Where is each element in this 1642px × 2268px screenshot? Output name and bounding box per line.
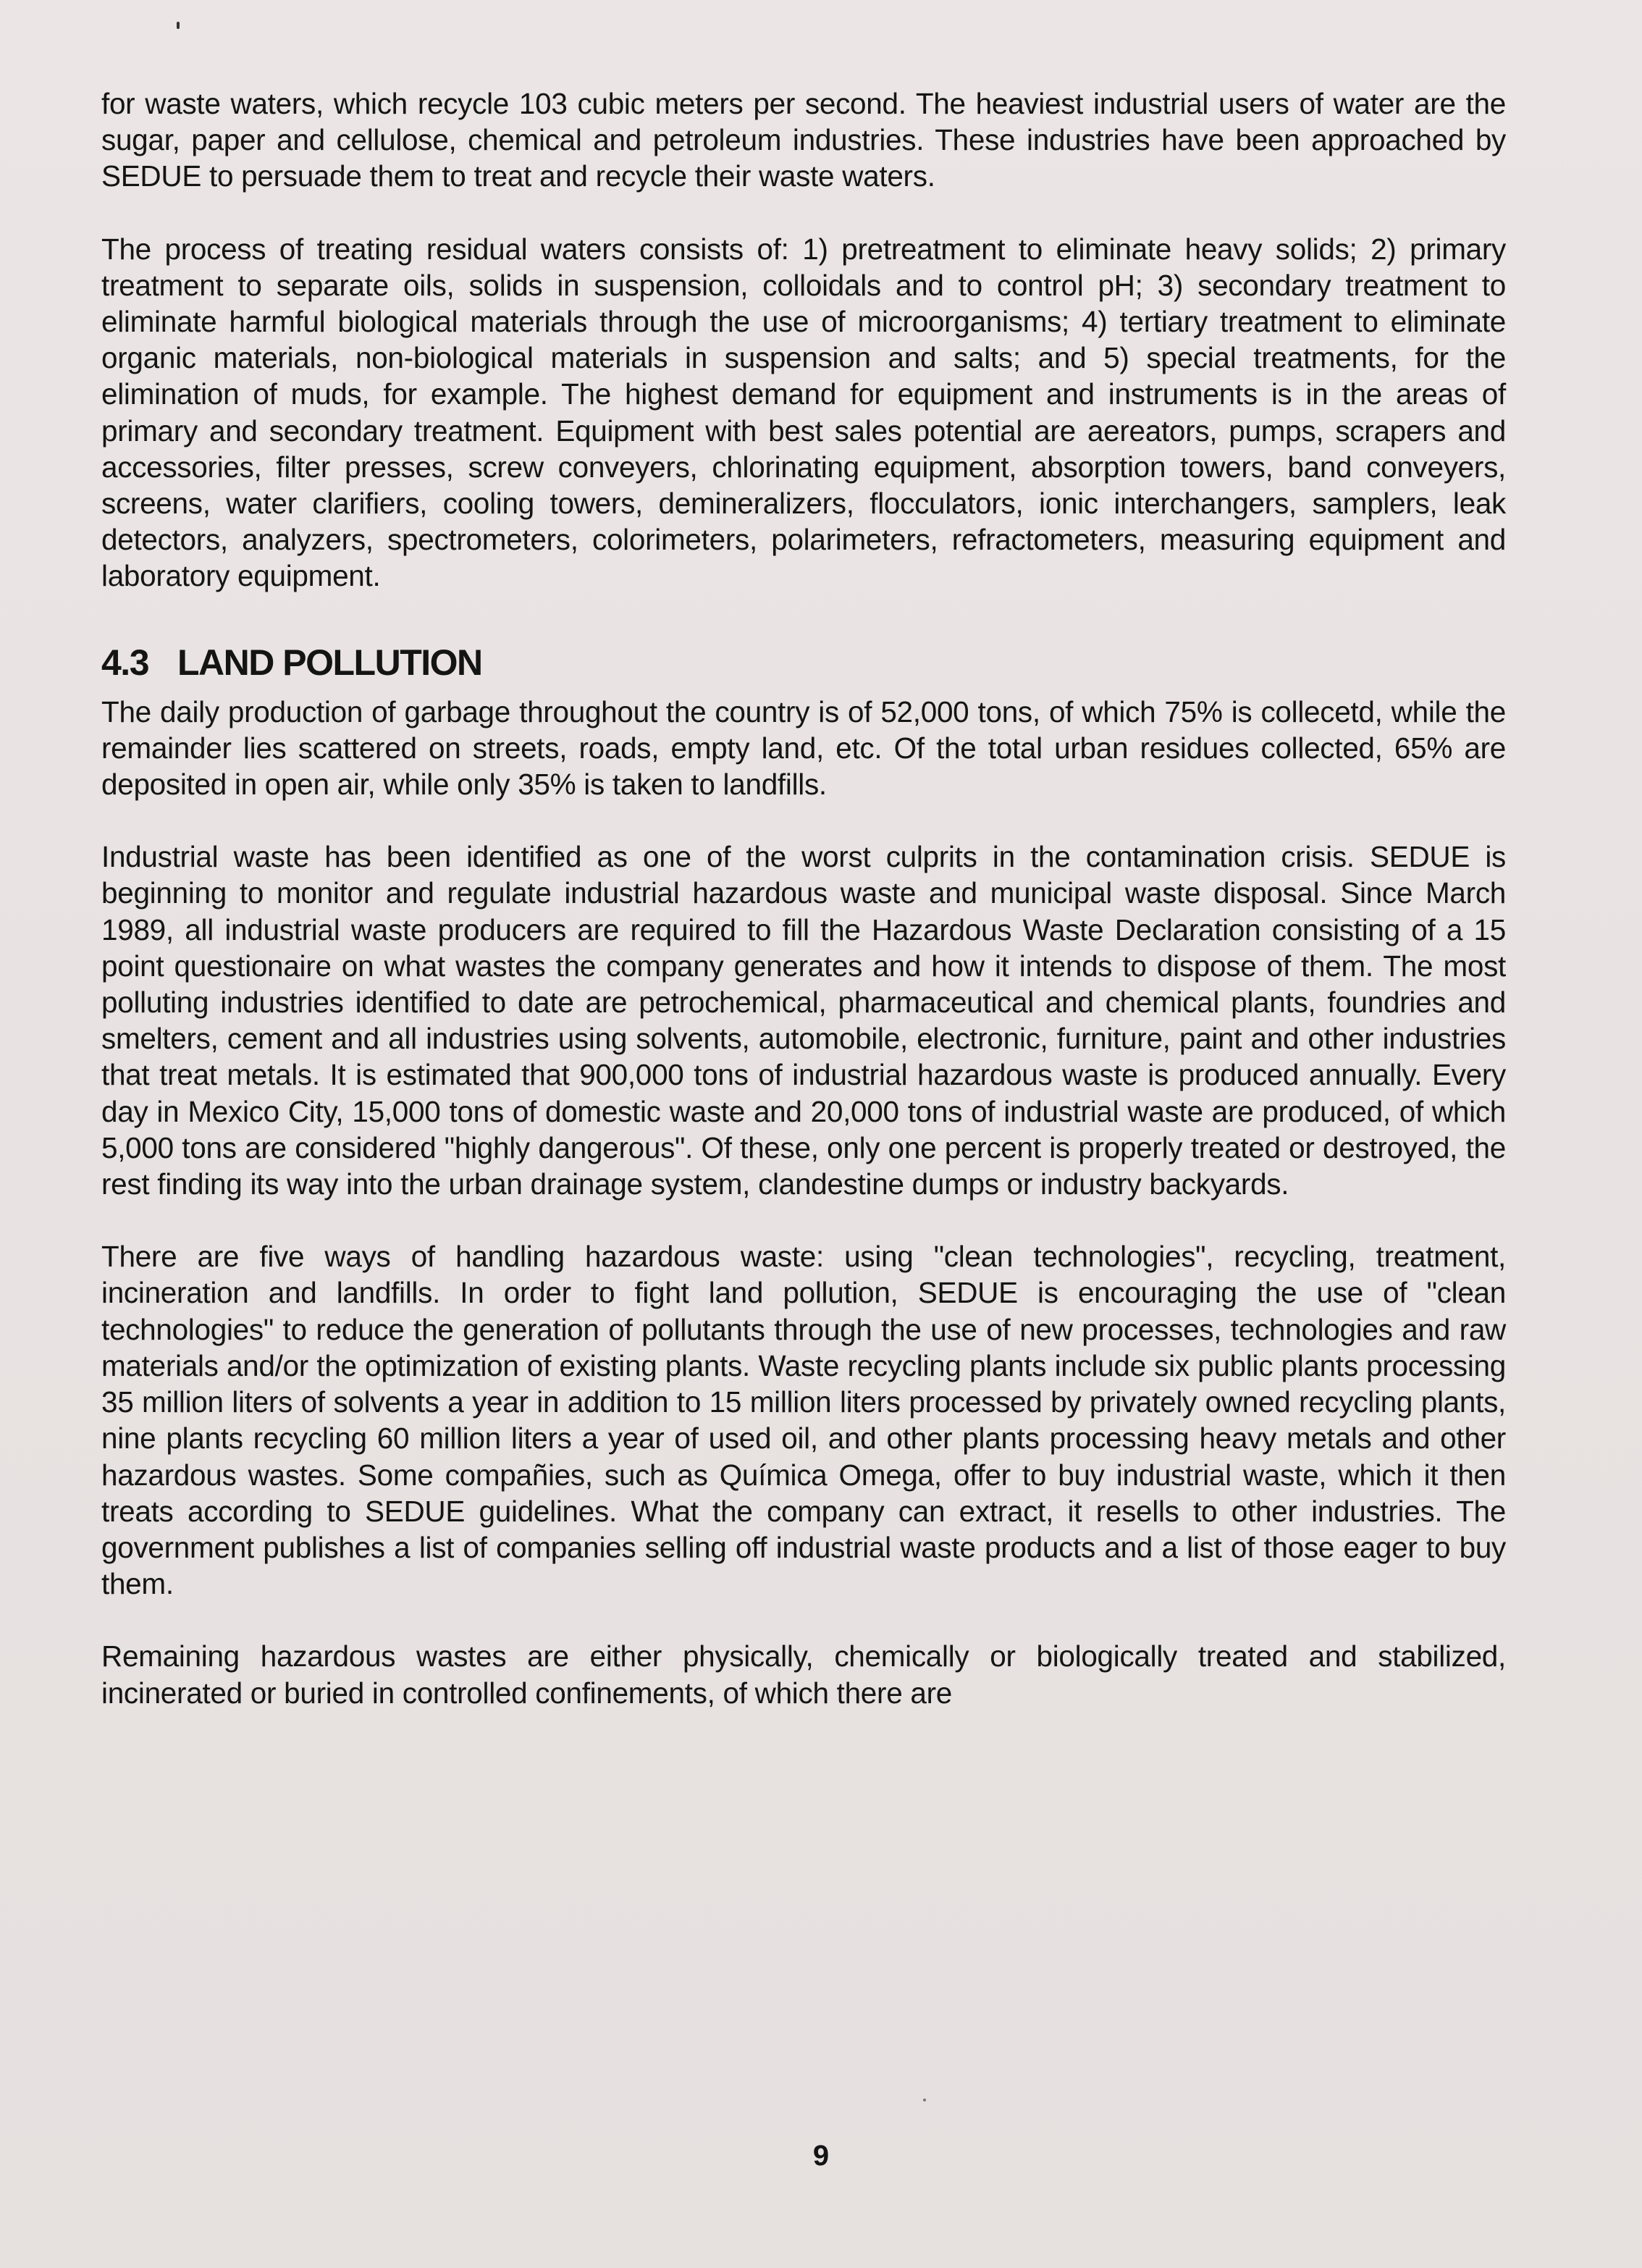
paragraph-remaining-hazardous-wastes: Remaining hazardous wastes are either physically, chemically or biologically treated and stabilized, incinerated or buried in controlled confinements, of which there are bbox=[101, 1639, 1506, 1710]
scan-dot bbox=[923, 2099, 926, 2101]
paragraph-industrial-waste: Industrial waste has been identified as one of the worst culprits in the contamination crisis. SEDUE is beginning to monitor and regulate industrial hazardous waste and municipal waste disposal. Since March 1989, all industrial waste producers are required to fill the Hazardous Waste Declaration consisting of a 15 point questionaire on what wastes the company generates and how it intends to dispose of them. The most polluting industries identified to date are petrochemical, pharmaceutical and chemical plants, foundries and smelters, cement and all industries using solvents, automobile, electronic, furniture, paint and other industries that treat metals. It is estimated that 900,000 tons of industrial hazardous waste is produced annually. Every day in Mexico City, 15,000 tons of domestic waste and 20,000 tons of industrial waste are produced, of which 5,000 tons are considered "highly dangerous". Of these, only one percent is properly treated or destroyed, the rest finding its way into the urban drainage system, clandestine dumps or industry backyards. bbox=[101, 840, 1506, 1201]
scan-speck bbox=[177, 22, 180, 29]
paragraph-waste-water-recycling: for waste waters, which recycle 103 cubic meters per second. The heaviest industrial users of water are the sugar, paper and cellulose, chemical and petroleum industries. These industries have been approached by SEDUE to persuade them to treat and recycle their waste waters. bbox=[101, 87, 1506, 193]
section-title: LAND POLLUTION bbox=[177, 642, 482, 683]
paragraph-residual-water-treatment: The process of treating residual waters consists of: 1) pretreatment to eliminate heavy solids; 2) primary treatment to separate oils, solids in suspension, colloidals and to control pH; 3) secondary treatment to eliminate harmful biological materials through the use of microorganisms; 4) tertiary treatment to eliminate organic materials, non-biological materials in suspension and salts; and 5) special treatments, for the elimination of muds, for example. The highest demand for equipment and instruments is in the areas of primary and secondary treatment. Equipment with best sales potential are aereators, pumps, scrapers and accessories, filter presses, screw conveyers, chlorinating equipment, absorption towers, band conveyers, screens, water clarifiers, cooling towers, demineralizers, flocculators, ionic interchangers, samplers, leak detectors, analyzers, spectrometers, colorimeters, polarimeters, refractometers, measuring equipment and laboratory equipment. bbox=[101, 232, 1506, 593]
section-heading bbox=[101, 640, 1506, 685]
page-body bbox=[101, 85, 1506, 1711]
page-number: 9 bbox=[812, 2140, 830, 2172]
paragraph-garbage-production: The daily production of garbage throughout the country is of 52,000 tons, of which 75% is collecetd, while the remainder lies scattered on streets, roads, empty land, etc. Of the total urban residues collected, 65% are deposited in open air, while only 35% is taken to landfills. bbox=[101, 694, 1506, 802]
section-number: 4.3 bbox=[101, 642, 149, 683]
paragraph-hazardous-waste-handling: There are five ways of handling hazardous waste: using "clean technologies", recycling, treatment, incineration and landfills. In order to fight land pollution, SEDUE is encouraging the use of "clean technologies" to reduce the generation of pollutants through the use of new processes, technologies and raw materials and/or the optimization of existing plants. Waste recycling plants include six public plants processing 35 million liters of solvents a year in addition to 15 million liters processed by privately owned recycling plants, nine plants recycling 60 million liters a year of used oil, and other plants processing heavy metals and other hazardous wastes. Some compañies, such as Química Omega, offer to buy industrial waste, which it then treats according to SEDUE guidelines. What the company can extract, it resells to other industries. The government publishes a list of companies selling off industrial waste products and a list of those eager to buy them. bbox=[101, 1240, 1506, 1601]
